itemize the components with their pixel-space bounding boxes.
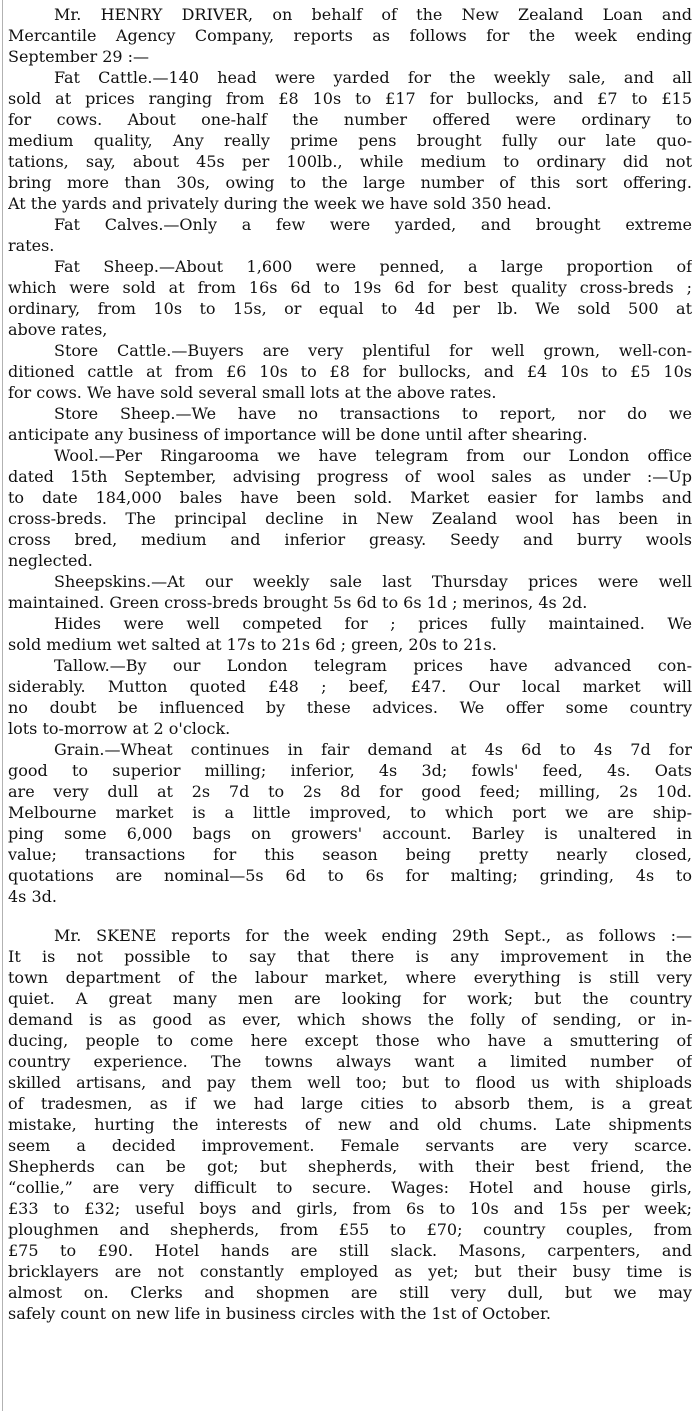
text-line: tations, say, about 45s per 100lb., while medium to ordinary did not [8,152,692,171]
text-line: safely count on new life in business circles with the 1st of October. [8,1304,551,1323]
text-line: sold at prices ranging from £8 10s to £17 for bullocks, and £7 to £15 [8,89,692,108]
text-line: cross bred, medium and inferior greasy. Seedy and burry wools [8,530,692,549]
text-line: of tradesmen, as if we had large cities to absorb them, is a great [8,1094,692,1113]
text-line: above rates, [8,320,108,339]
text-line: cross-breds. The principal decline in New Zealand wool has been in [8,509,692,528]
text-line: dated 15th September, advising progress of wool sales as under :—Up [8,467,692,486]
text-line: bring more than 30s, owing to the large number of this sort offering. [8,173,692,192]
text-line: Wool.—Per Ringarooma we have telegram from our London office [54,446,692,465]
text-line: ploughmen and shepherds, from £55 to £70; country couples, from [8,1220,692,1239]
text-line: skilled artisans, and pay them well too; but to flood us with shiploads [8,1073,692,1092]
text-line: £75 to £90. Hotel hands are still slack. Masons, carpenters, and [8,1241,692,1260]
text-line: value; transactions for this season being pretty nearly closed, [8,845,692,864]
text-line: maintained. Green cross-breds brought 5s 6d to 6s 1d ; merinos, 4s 2d. [8,593,588,612]
text-line: good to superior milling; inferior, 4s 3d; fowls' feed, 4s. Oats [8,761,692,780]
text-line: At the yards and privately during the week we have sold 350 head. [8,194,552,213]
text-line: rates. [8,236,55,255]
text-line: Store Cattle.—Buyers are very plentiful for well grown, well-con- [54,341,692,360]
text-line: “collie,” are very difficult to secure. Wages: Hotel and house girls, [8,1178,692,1197]
text-line: Mercantile Agency Company, reports as follows for the week ending [8,26,692,45]
column-rule [2,0,3,1411]
text-line: seem a decided improvement. Female servants are very scarce. [8,1136,692,1155]
report-skene [8,925,692,1324]
text-line: almost on. Clerks and shopmen are still very dull, but we may [8,1283,692,1302]
text-line: ditioned cattle at from £6 10s to £8 for bullocks, and £4 10s to £5 10s [8,362,692,381]
text-line: medium quality, Any really prime pens brought fully our late quo- [8,131,692,150]
text-line: for cows. We have sold several small lots at the above rates. [8,383,497,402]
text-line: mistake, hurting the interests of new and old chums. Late shipments [8,1115,692,1134]
text-line: Melbourne market is a little improved, to which port we are ship- [8,803,692,822]
text-line: neglected. [8,551,93,570]
text-line: Shepherds can be got; but shepherds, with their best friend, the [8,1157,692,1176]
text-line: Fat Calves.—Only a few were yarded, and brought extreme [54,215,692,234]
text-line: for cows. About one-half the number offered were ordinary to [8,110,692,129]
report-separator [8,907,692,925]
text-line: which were sold at from 16s 6d to 19s 6d for best quality cross-breds ; [8,278,692,297]
report-driver [8,4,692,907]
text-line: ping some 6,000 bags on growers' account. Barley is unaltered in [8,824,692,843]
text-line: £33 to £32; useful boys and girls, from 6s to 10s and 15s per week; [8,1199,692,1218]
text-line: Hides were well competed for ; prices fully maintained. We [54,614,692,633]
text-line: Grain.—Wheat continues in fair demand at 4s 6d to 4s 7d for [54,740,692,759]
text-line: no doubt be influenced by these advices. We offer some country [8,698,692,717]
text-line: Mr. SKENE reports for the week ending 29th Sept., as follows :— [54,926,692,945]
text-line: to date 184,000 bales have been sold. Market easier for lambs and [8,488,692,507]
text-line: bricklayers are not constantly employed as yet; but their busy time is [8,1262,692,1281]
text-line: sold medium wet salted at 17s to 21s 6d ; green, 20s to 21s. [8,635,497,654]
text-line: Store Sheep.—We have no transactions to report, nor do we [54,404,692,423]
text-line: September 29 :— [8,47,150,66]
text-line: Tallow.—By our London telegram prices have advanced con- [54,656,692,675]
text-line: demand is as good as ever, which shows the folly of sending, or in- [8,1010,692,1029]
text-line: lots to-morrow at 2 o'clock. [8,719,231,738]
reports-container [8,4,692,1324]
text-line: quotations are nominal—5s 6d to 6s for malting; grinding, 4s to [8,866,692,885]
text-line: ducing, people to come here except those who have a smuttering of [8,1031,692,1050]
text-line: It is not possible to say that there is any improvement in the [8,947,692,966]
text-line: Fat Cattle.—140 head were yarded for the weekly sale, and all [54,68,692,87]
text-line: Mr. HENRY DRIVER, on behalf of the New Zealand Loan and [54,5,692,24]
text-line: ordinary, from 10s to 15s, or equal to 4d per lb. We sold 500 at [8,299,692,318]
text-line: Sheepskins.—At our weekly sale last Thursday prices were well [54,572,692,591]
text-line: are very dull at 2s 7d to 2s 8d for good feed; milling, 2s 10d. [8,782,692,801]
text-line: town department of the labour market, where everything is still very [8,968,692,987]
text-line: Fat Sheep.—About 1,600 were penned, a large proportion of [54,257,692,276]
text-line: country experience. The towns always want a limited number of [8,1052,692,1071]
text-line: siderably. Mutton quoted £48 ; beef, £47. Our local market will [8,677,692,696]
text-line: 4s 3d. [8,887,57,906]
text-line: anticipate any business of importance will be done until after shearing. [8,425,588,444]
text-line: quiet. A great many men are looking for work; but the country [8,989,692,1008]
